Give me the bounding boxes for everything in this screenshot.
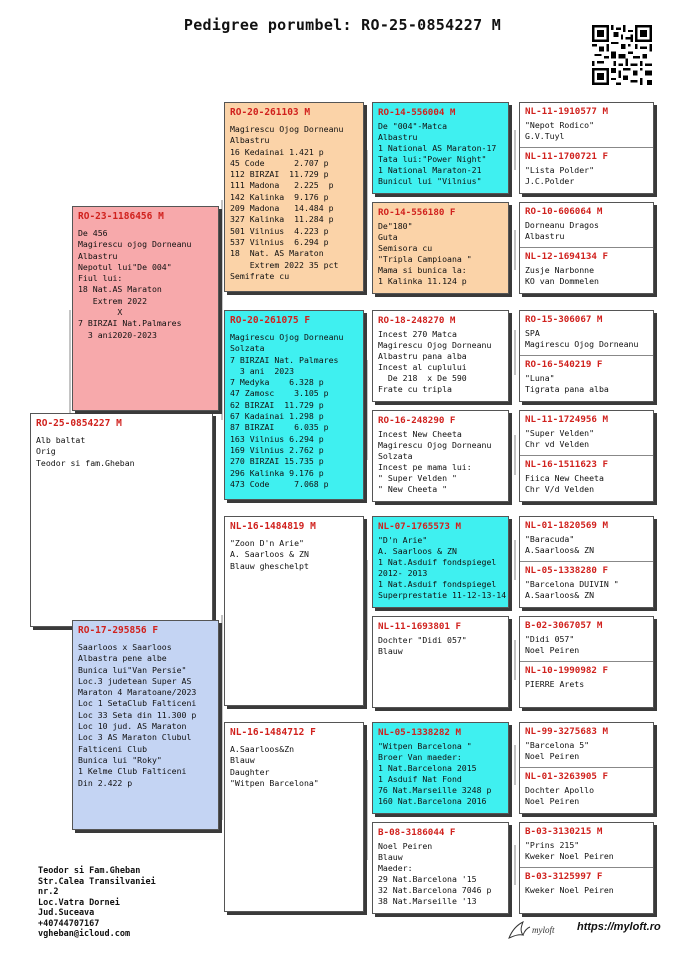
gen4-card-15[interactable] (520, 823, 653, 868)
gen4-ring-7: NL-11-1724956 M (525, 414, 608, 425)
gen4-ring-4: NL-12-1694134 F (525, 251, 608, 262)
gen2-details-3: "Zoon D'n Arie" A. Saarloos & ZN Blauw gheschelpt (230, 538, 309, 571)
gen4-details-13: "Barcelona 5" Noel Peiren (525, 740, 590, 761)
gen4-card-12[interactable] (520, 662, 653, 707)
gen3-details-8: Noel Peiren Blauw Maeder: 29 Nat.Barcelona '15 32 Nat.Barcelona 7046 p 38 Nat.Marseille '13 (378, 841, 492, 906)
gen4-details-15: "Prins 215" Kweker Noel Peiren (525, 840, 614, 861)
gen4-details-3: Dorneanu Dragos Albastru (525, 220, 599, 241)
gen3-ring-8: B-08-3186044 F (378, 827, 456, 838)
gen2-details-2: Magirescu Ojog Dorneanu Solzata 7 BIRZAI Nat. Palmares 3 ani 2023 7 Medyka 6.328 p 47 Zamosc 3.105 p 62 BIRZAI 11.729 p 67 Kadainai 1.298 p 87 BIRZAI 6.035 p 163 Vilnius 6.294 p 169 Vilnius 2.762 p 270 BIRZAI 15.735 p 296 Kalinka 9.176 p 473 Code 7.068 p (230, 332, 344, 489)
gen4-card-3[interactable] (520, 203, 653, 248)
gen4-pair-2 (519, 202, 654, 294)
gen3-card-3[interactable] (372, 310, 509, 402)
gen4-ring-14: NL-01-3263905 F (525, 771, 608, 782)
gen3-card-2[interactable] (372, 202, 509, 294)
gen4-details-12: PIERRE Arets (525, 679, 585, 689)
subject-details: Alb baltat Orig Teodor si fam.Gheban (36, 435, 135, 468)
gen4-ring-3: RO-10-606064 M (525, 206, 603, 217)
gen4-pair-3 (519, 310, 654, 402)
gen3-ring-3: RO-18-248270 M (378, 315, 456, 326)
gen4-ring-9: NL-01-1820569 M (525, 520, 608, 531)
gen2-ring-4: NL-16-1484712 F (230, 727, 316, 738)
gen4-pair-6 (519, 616, 654, 708)
gen4-ring-1: NL-11-1910577 M (525, 106, 608, 117)
gen3-ring-7: NL-05-1338282 M (378, 727, 461, 738)
gen3-ring-4: RO-16-248290 F (378, 415, 456, 426)
gen4-card-6[interactable] (520, 356, 653, 401)
gen4-details-1: "Nepot Rodico" G.V.Tuyl (525, 120, 595, 141)
dam-details: Saarloos x Saarloos Albastra pene albe Bunica lui"Van Persie" Loc.3 judetean Super AS Maraton 4 Maratoane/2023 Loc 1 SetaClub Falticeni Loc 33 Seta din 11.300 p Loc 10 jud. AS Maraton Loc 3 AS Maraton Clubul Falticeni Club Bunica lui "Roky" 1 Kelme Club Falticeni Din 2.422 p (78, 642, 197, 788)
gen4-pair-4 (519, 410, 654, 502)
gen4-card-11[interactable] (520, 617, 653, 662)
gen4-details-5: SPA Magirescu Ojog Dorneanu (525, 328, 639, 349)
gen4-details-6: "Luna" Tigrata pana alba (525, 373, 609, 394)
gen3-details-5: "D'n Arie" A. Saarloos & ZN 1 Nat.Asduif fondspiegel 2012- 2013 1 Nat.Asduif fondspiegel Superprestatie 11-12-13-14 (378, 535, 507, 600)
gen4-pair-8 (519, 822, 654, 914)
gen4-card-1[interactable] (520, 103, 653, 148)
gen4-ring-5: RO-15-306067 M (525, 314, 603, 325)
gen3-card-8[interactable] (372, 822, 509, 914)
subject-card[interactable] (30, 413, 213, 627)
gen4-card-10[interactable] (520, 562, 653, 607)
gen3-ring-5: NL-07-1765573 M (378, 521, 461, 532)
gen4-card-2[interactable] (520, 148, 653, 193)
gen4-ring-6: RO-16-540219 F (525, 359, 603, 370)
gen2-ring-2: RO-20-261075 F (230, 315, 311, 326)
gen3-details-7: "Witpen Barcelona " Broer Van maeder: 1 Nat.Barcelona 2015 1 Asduif Nat Fond 76 Nat.Marseille 3248 p 160 Nat.Barcelona 2016 (378, 741, 492, 806)
gen2-ring-3: NL-16-1484819 M (230, 521, 316, 532)
gen4-ring-11: B-02-3067057 M (525, 620, 603, 631)
owner-contact: Teodor si Fam.Gheban Str.Calea Transilvaniei nr.2 Loc.Vatra Dornei Jud.Suceava +40744707167 vgheban@icloud.com (38, 866, 156, 939)
gen2-details-4: A.Saarloos&Zn Blauw Daughter "Witpen Barcelona" (230, 744, 319, 788)
gen4-ring-16: B-03-3125997 F (525, 871, 603, 882)
gen3-details-4: Incest New Cheeta Magirescu Ojog Dorneanu Solzata Incest pe mama lui: " Super Velden " " New Cheeta " (378, 429, 492, 494)
gen4-card-7[interactable] (520, 411, 653, 456)
gen2-ring-1: RO-20-261103 M (230, 107, 311, 118)
gen4-ring-8: NL-16-1511623 F (525, 459, 608, 470)
pigeon-logo-icon (505, 918, 565, 942)
gen3-card-4[interactable] (372, 410, 509, 502)
gen2-details-1: Magirescu Ojog Dorneanu Albastru 16 Kedainai 1.421 p 45 Code 2.707 p 112 BIRZAI 11.729 p 111 Madona 2.225 p 142 Kalinka 9.176 p 209 Madona 14.484 p 327 Kalinka 11.284 p 501 Vilnius 4.223 p 537 Vilnius 6.294 p 18 Nat. AS Maraton Extrem 2022 35 pct Semifrate cu (230, 124, 344, 281)
gen4-ring-2: NL-11-1700721 F (525, 151, 608, 162)
gen3-card-6[interactable] (372, 616, 509, 708)
gen4-pair-7 (519, 722, 654, 814)
gen4-ring-10: NL-05-1338280 F (525, 565, 608, 576)
site-link[interactable]: https://myloft.ro (577, 921, 661, 933)
gen4-details-11: "Didi 057" Noel Peiren (525, 634, 580, 655)
gen4-details-9: "Baracuda" A.Saarloos& ZN (525, 534, 595, 555)
gen3-card-1[interactable] (372, 102, 509, 194)
subject-ring: RO-25-0854227 M (36, 418, 122, 429)
gen3-details-2: De"180" Guta Semisora cu "Tripla Campioana " Mama si bunica la: 1 Kalinka 11.124 p (378, 221, 472, 286)
gen3-ring-1: RO-14-556004 M (378, 107, 456, 118)
gen4-details-2: "Lista Polder" J.C.Polder (525, 165, 595, 186)
page-title: Pedigree porumbel: RO-25-0854227 M (183, 16, 502, 34)
gen4-details-16: Kweker Noel Peiren (525, 885, 614, 895)
gen4-card-5[interactable] (520, 311, 653, 356)
gen4-ring-15: B-03-3130215 M (525, 826, 603, 837)
gen2-card-3[interactable] (224, 516, 364, 706)
gen4-pair-5 (519, 516, 654, 608)
gen3-details-1: De "004"-Matca Albastru 1 National AS Maraton-17 Tata lui:"Power Night" 1 National Maraton-21 Bunicul lui "Vilnius" (378, 121, 497, 186)
gen4-card-14[interactable] (520, 768, 653, 813)
gen4-details-8: Fiica New Cheeta Chr V/d Velden (525, 473, 604, 494)
sire-ring: RO-23-1186456 M (78, 211, 164, 222)
gen4-details-7: "Super Velden" Chr vd Velden (525, 428, 595, 449)
gen3-ring-2: RO-14-556180 F (378, 207, 456, 218)
gen2-card-2[interactable] (224, 310, 364, 500)
gen4-details-14: Dochter Apollo Noel Peiren (525, 785, 595, 806)
gen3-card-5[interactable] (372, 516, 509, 608)
gen3-details-6: Dochter "Didi 057" Blauw (378, 635, 467, 656)
dam-ring: RO-17-295856 F (78, 625, 159, 636)
gen4-card-4[interactable] (520, 248, 653, 293)
gen4-card-13[interactable] (520, 723, 653, 768)
gen2-card-1[interactable] (224, 102, 364, 292)
gen4-card-9[interactable] (520, 517, 653, 562)
gen3-card-7[interactable] (372, 722, 509, 814)
sire-details: De 456 Magirescu ojog Dorneanu Albastru Nepotul lui"De 004" Fiul lui: 18 Nat.AS Maraton Extrem 2022 X 7 BIRZAI Nat.Palmares 3 ani2020-2023 (78, 228, 192, 340)
gen4-ring-12: NL-10-1990982 F (525, 665, 608, 676)
logo-text: myloft (532, 925, 555, 935)
gen3-details-3: Incest 270 Matca Magirescu Ojog Dorneanu Albastru pana alba Incest al cuplului De 218 x De 590 Frate cu tripla (378, 329, 492, 394)
gen4-details-4: Zusje Narbonne KO van Dommelen (525, 265, 599, 286)
sire-card[interactable] (72, 206, 219, 411)
gen3-ring-6: NL-11-1693801 F (378, 621, 461, 632)
gen2-card-4[interactable] (224, 722, 364, 912)
dam-card[interactable] (72, 620, 219, 830)
gen4-pair-1 (519, 102, 654, 194)
gen4-card-16[interactable] (520, 868, 653, 913)
gen4-ring-13: NL-99-3275683 M (525, 726, 608, 737)
gen4-details-10: "Barcelona DUIVIN " A.Saarloos& ZN (525, 579, 619, 600)
gen4-card-8[interactable] (520, 456, 653, 501)
